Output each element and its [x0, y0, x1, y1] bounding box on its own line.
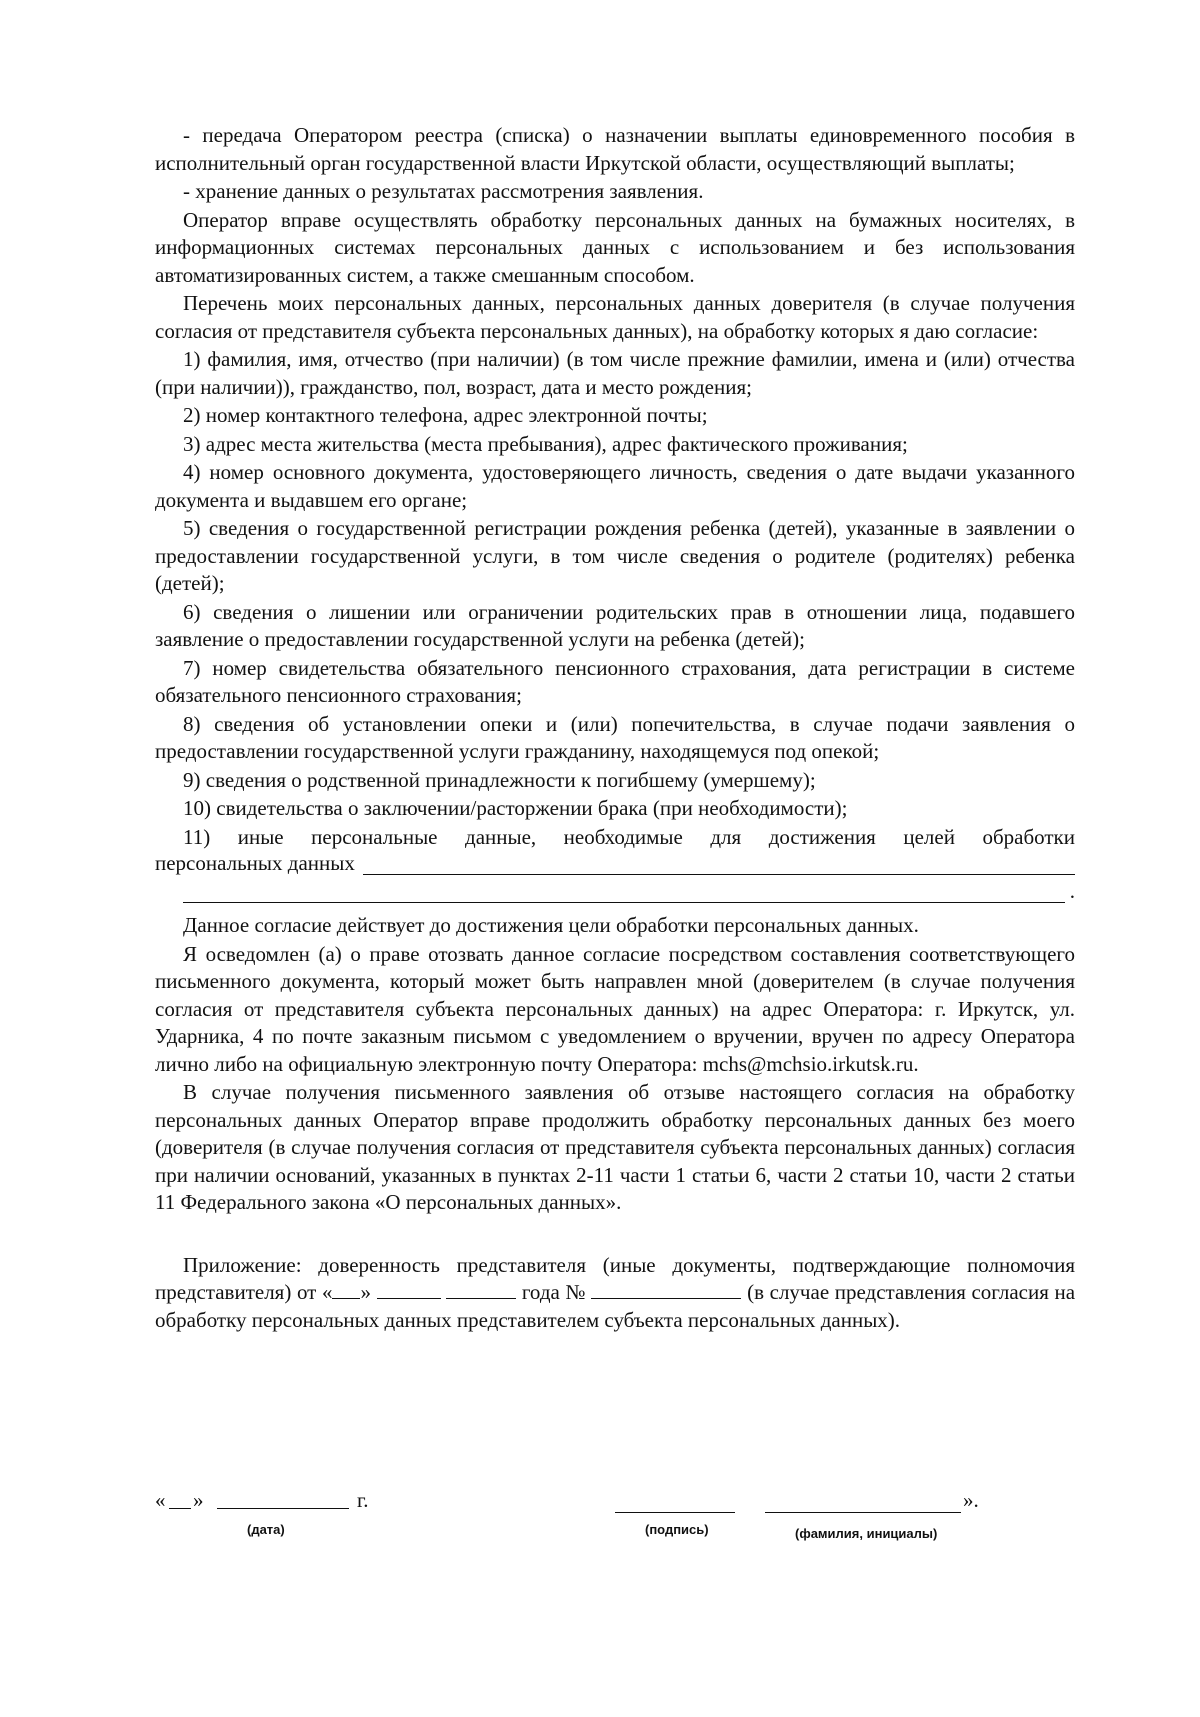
full-name-field[interactable] [765, 1512, 961, 1513]
date-caption: (дата) [247, 1522, 285, 1537]
list-item-3: 3) адрес места жительства (места пребывания), адрес фактического проживания; [183, 431, 908, 456]
list-item-5: 5) сведения о государственной регистрации рождения ребенка (детей), указанные в заявлении о предоставлении государственной услуги, в том числе сведения о родителе (родителях) ребенка (детей); [155, 516, 1075, 595]
appendix-month-field[interactable] [377, 1282, 441, 1299]
list-item-4: 4) номер основного документа, удостоверяющего личность, сведения о дате выдачи указанного документа и выдавшем его органе; [155, 460, 1075, 512]
appendix-number-field[interactable] [591, 1282, 741, 1299]
paragraph-revocation: Я осведомлен (а) о праве отозвать данное согласие посредством составления соответствующего письменного документа, который может быть направлен мной (доверителем (в случае получения согласия от представителя субъекта персональных данных) на адрес Оператора: г. Иркутск, ул. Ударника, 4 по почте заказным письмом с уведомлением о вручении, вручен по адресу Оператора лично либо на официальную электронную почту Оператора: mchs@mchsio.irkutsk.ru. [155, 941, 1075, 1076]
paragraph-storage: - хранение данных о результатах рассмотрения заявления. [183, 179, 704, 203]
list-item-2: 2) номер контактного телефона, адрес электронной почты; [183, 403, 708, 427]
appendix-text-2: » [360, 1280, 371, 1304]
paragraph-continue-processing: В случае получения письменного заявления об отзыве настоящего согласия на обработку персональных данных Оператор вправе продолжить обработку персональных данных без моего (доверителя (в случае получения согласия от представителя субъекта персональных данных) согласия при наличии оснований, указанных в пунктах 2-11 части 1 статьи 6, части 2 статьи 10, части 2 статьи 11 Федерального закона «О персональных данных». [155, 1080, 1075, 1214]
signature-row [155, 1488, 1075, 1548]
full-name-end-mark: ». [963, 1488, 979, 1512]
extra-fill-end-mark: . [1069, 879, 1075, 903]
appendix-text-4: (в случае представления согласия на обработку персональных данных представителем субъекта персональных данных). [155, 1280, 1076, 1332]
list-item-11-text: 11) иные персональные данные, необходимые для достижения целей обработки [183, 824, 1075, 849]
list-item-11-fill-row [155, 852, 1075, 882]
list-item-1: 1) фамилия, имя, отчество (при наличии) (в том числе прежние фамилии, имена и (или) отчества (при наличии)), гражданство, пол, возраст, дата и место рождения; [155, 347, 1075, 399]
spacer [155, 1218, 1075, 1252]
list-item-11 [155, 824, 1075, 852]
date-close-quote: » [193, 1488, 204, 1512]
appendix-text-3: года № [521, 1280, 586, 1304]
signature-caption: (подпись) [645, 1522, 709, 1537]
list-item-9: 9) сведения о родственной принадлежности к погибшему (умершему); [183, 767, 816, 792]
paragraph-operator-rights: Оператор вправе осуществлять обработку персональных данных на бумажных носителях, в информационных системах персональных данных с использованием и без использования автоматизированных систем, а также смешанным способом. [155, 207, 1075, 287]
date-year-suffix: г. [357, 1488, 369, 1512]
appendix-day-field[interactable] [332, 1282, 360, 1299]
paragraph-registry-transfer: - передача Оператором реестра (списка) о назначении выплаты единовременного пособия в исполнительный орган государственной власти Иркутской области, осуществляющий выплаты; [155, 123, 1075, 175]
date-day-field[interactable] [169, 1508, 191, 1509]
signature-field[interactable] [615, 1512, 735, 1513]
list-item-6: 6) сведения о лишении или ограничении родительских прав в отношении лица, подавшего заявление о предоставлении государственной услуги на ребенка (детей); [155, 599, 1075, 651]
paragraph-appendix [155, 1252, 1075, 1335]
list-item-7: 7) номер свидетельства обязательного пенсионного страхования, дата регистрации в системе обязательного пенсионного страхования; [155, 655, 1075, 707]
list-item-11-prefix: персональных данных [155, 851, 355, 875]
paragraph-data-list-intro: Перечень моих персональных данных, персональных данных доверителя (в случае получения согласия от представителя субъекта персональных данных), на обработку которых я даю согласие: [155, 291, 1075, 343]
date-open-quote: « [155, 1488, 166, 1512]
other-data-fill-line[interactable] [363, 874, 1075, 875]
date-month-year-field[interactable] [217, 1508, 349, 1509]
appendix-text-1: Приложение: доверенность представителя (иные документы, подтверждающие полномочия представителя) от « [155, 1252, 1075, 1304]
list-item-8: 8) сведения об установлении опеки и (или) попечительства, в случае подачи заявления о предоставлении государственной услуги гражданину, находящемуся под опекой; [155, 711, 1075, 763]
paragraph-validity: Данное согласие действует до достижения цели обработки персональных данных. [183, 913, 919, 937]
document-body [155, 122, 1075, 1335]
full-name-caption: (фамилия, инициалы) [795, 1526, 938, 1541]
appendix-month-field-2[interactable] [446, 1282, 516, 1299]
extra-fill-row [155, 879, 1075, 912]
list-item-10: 10) свидетельства о заключении/расторжении брака (при необходимости); [183, 796, 848, 820]
extra-fill-line[interactable] [183, 902, 1065, 903]
